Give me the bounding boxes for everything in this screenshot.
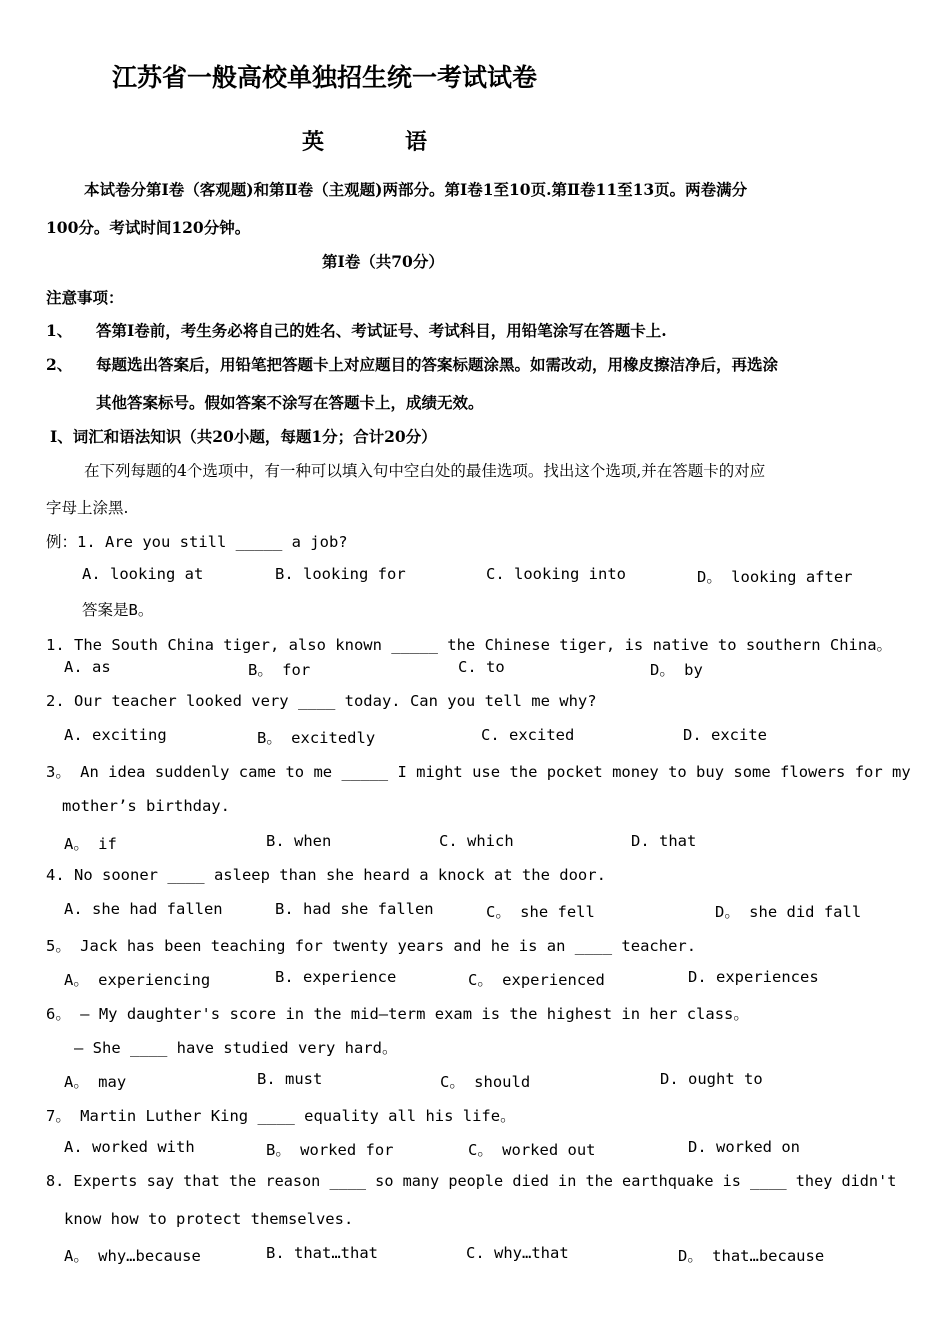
question-4-option-b: B. had she fallen	[275, 900, 434, 918]
question-1-option-c: C. to	[458, 658, 505, 676]
note-2-text-cont: 其他答案标号。假如答案不涂写在答题卡上，成绩无效。	[96, 393, 484, 412]
question-2-option-c: C. excited	[481, 726, 575, 744]
subject-char-2: 语	[405, 129, 428, 155]
example-option-a: A. looking at	[82, 565, 204, 583]
question-2-option-b: B。 excitedly	[257, 729, 376, 747]
question-2-option-d: D. excite	[683, 726, 767, 744]
example-answer: 答案是B。	[82, 601, 154, 619]
example-option-d: D。 looking after	[697, 568, 853, 586]
question-7-option-a: A. worked with	[64, 1138, 195, 1156]
note-1-number: 1、	[46, 321, 73, 340]
question-5-option-d: D. experiences	[688, 968, 819, 986]
question-6-option-b: B. must	[257, 1070, 323, 1088]
question-6-option-c: C。 should	[440, 1073, 531, 1091]
question-1-option-b: B。 for	[248, 661, 311, 679]
question-1-option-d: D。 by	[650, 661, 703, 679]
question-7-option-b: B。 worked for	[266, 1141, 394, 1159]
question-6-option-a: A。 may	[64, 1073, 127, 1091]
section-instruction-1: 在下列每题的4个选项中，有一种可以填入句中空白处的最佳选项。找出这个选项,并在答题卡的对应	[84, 462, 766, 480]
question-3-option-d: D. that	[631, 832, 697, 850]
question-4-stem: 4. No sooner ____ asleep than she heard a knock at the door.	[46, 866, 606, 884]
example-option-b: B. looking for	[275, 565, 406, 583]
question-1-option-a: A. as	[64, 658, 111, 676]
example-option-c: C. looking into	[486, 565, 626, 583]
example-stem: 例：1. Are you still _____ a job?	[46, 533, 348, 551]
question-6-option-d: D. ought to	[660, 1070, 763, 1088]
question-2-option-a: A. exciting	[64, 726, 167, 744]
question-6-stem-cont: — She ____ have studied very hard。	[74, 1039, 398, 1057]
question-8-option-b: B. that…that	[266, 1244, 378, 1262]
question-3-stem-cont: mother’s birthday.	[62, 797, 230, 815]
question-5-option-a: A。 experiencing	[64, 971, 211, 989]
intro-line-2: 100分。考试时间120分钟。	[46, 218, 251, 237]
note-2-text: 每题选出答案后，用铅笔把答题卡上对应题目的答案标题涂黑。如需改动，用橡皮擦洁净后，再选涂	[96, 355, 779, 374]
question-5-stem: 5。 Jack has been teaching for twenty years and he is an ____ teacher.	[46, 937, 697, 955]
question-2-stem: 2. Our teacher looked very ____ today. Can you tell me why?	[46, 692, 597, 710]
question-7-stem: 7。 Martin Luther King ____ equality all his life。	[46, 1107, 516, 1125]
question-3-option-b: B. when	[266, 832, 332, 850]
intro-line-1: 本试卷分第Ⅰ卷（客观题)和第Ⅱ卷（主观题)两部分。第Ⅰ卷1至10页.第Ⅱ卷11至13页。两卷满分	[84, 180, 748, 199]
question-4-option-a: A. she had fallen	[64, 900, 223, 918]
question-8-option-d: D。 that…because	[678, 1247, 825, 1265]
page-title: 江苏省一般高校单独招生统一考试试卷	[112, 63, 538, 92]
question-8-stem-cont: know how to protect themselves.	[64, 1210, 354, 1228]
question-5-option-b: B. experience	[275, 968, 397, 986]
note-1-text: 答第Ⅰ卷前，考生务必将自己的姓名、考试证号、考试科目，用铅笔涂写在答题卡上.	[96, 321, 667, 340]
subject-char-1: 英	[302, 129, 325, 155]
question-8-stem: 8. Experts say that the reason ____ so many people died in the earthquake is ____ they didn't	[46, 1172, 897, 1190]
question-4-option-c: C。 she fell	[486, 903, 595, 921]
notes-heading: 注意事项：	[46, 288, 124, 307]
question-3-stem: 3。 An idea suddenly came to me _____ I might use the pocket money to buy some flowers for my	[46, 763, 911, 781]
section-instruction-2: 字母上涂黑.	[46, 499, 129, 517]
question-6-stem: 6。 — My daughter's score in the mid—term exam is the highest in her class。	[46, 1005, 749, 1023]
part-heading: 第Ⅰ卷（共70分）	[322, 252, 444, 271]
question-3-option-c: C. which	[439, 832, 514, 850]
question-4-option-d: D。 she did fall	[715, 903, 862, 921]
question-8-option-c: C. why…that	[466, 1244, 569, 1262]
section-heading: Ⅰ、词汇和语法知识（共20小题，每题1分；合计20分）	[50, 427, 437, 446]
question-8-option-a: A。 why…because	[64, 1247, 201, 1265]
question-3-option-a: A。 if	[64, 835, 117, 853]
note-2-number: 2、	[46, 355, 73, 374]
question-5-option-c: C。 experienced	[468, 971, 605, 989]
question-7-option-d: D. worked on	[688, 1138, 800, 1156]
question-7-option-c: C。 worked out	[468, 1141, 596, 1159]
question-1-stem: 1. The South China tiger, also known _____ the Chinese tiger, is native to southern China。	[46, 636, 893, 654]
